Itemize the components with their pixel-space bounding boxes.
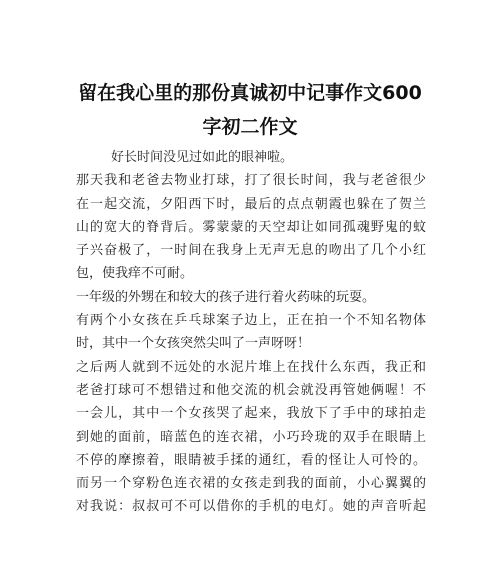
body-line: 到她的面前，暗蓝色的连衣裙，小巧玲珑的双手在眼睛上 xyxy=(76,429,426,445)
article-body xyxy=(76,146,426,519)
document-title-line-1: 留在我心里的那份真诚初中记事作文600 xyxy=(78,82,422,104)
body-line: 时，其中一个女孩突然尖叫了一声呀呀！ xyxy=(76,336,311,352)
body-line: 对我说：叔叔可不可以借你的手机的电灯。她的声音听起 xyxy=(76,499,426,515)
body-line: 好长时间没见过如此的眼神啦。 xyxy=(111,150,294,165)
body-line: 有两个小女孩在乒乓球案子边上，正在拍一个不知名物体 xyxy=(76,313,426,329)
body-line: 一年级的外甥在和较大的孩子进行着火药味的玩耍。 xyxy=(76,289,376,305)
document-title-line-2: 字初二作文 xyxy=(202,116,298,138)
body-line: 一会儿，其中一个女孩哭了起来，我放下了手中的球拍走 xyxy=(76,406,426,422)
body-line: 在一起交流，夕阳西下时，最后的点点朝霞也躲在了贺兰 xyxy=(76,196,426,212)
body-line: 包，使我痒不可耐。 xyxy=(76,266,194,282)
body-line: 子兴奋极了，一时间在我身上无声无息的吻出了几个小红 xyxy=(76,243,426,259)
body-line: 那天我和老爸去物业打球，打了很长时间，我与老爸很少 xyxy=(76,173,426,189)
body-line: 不停的摩擦着，眼睛被手揉的通红，看的怪让人可怜的。 xyxy=(76,452,426,468)
body-line: 山的宽大的脊背后。雾蒙蒙的天空却让如同孤魂野鬼的蚊 xyxy=(76,219,426,235)
body-line: 之后两人就到不远处的水泥片堆上在找什么东西，我正和 xyxy=(76,359,426,375)
body-line: 而另一个穿粉色连衣裙的女孩走到我的面前，小心翼翼的 xyxy=(76,476,426,492)
body-line: 老爸打球可不想错过和他交流的机会就没再管她俩喔！不 xyxy=(76,382,426,398)
